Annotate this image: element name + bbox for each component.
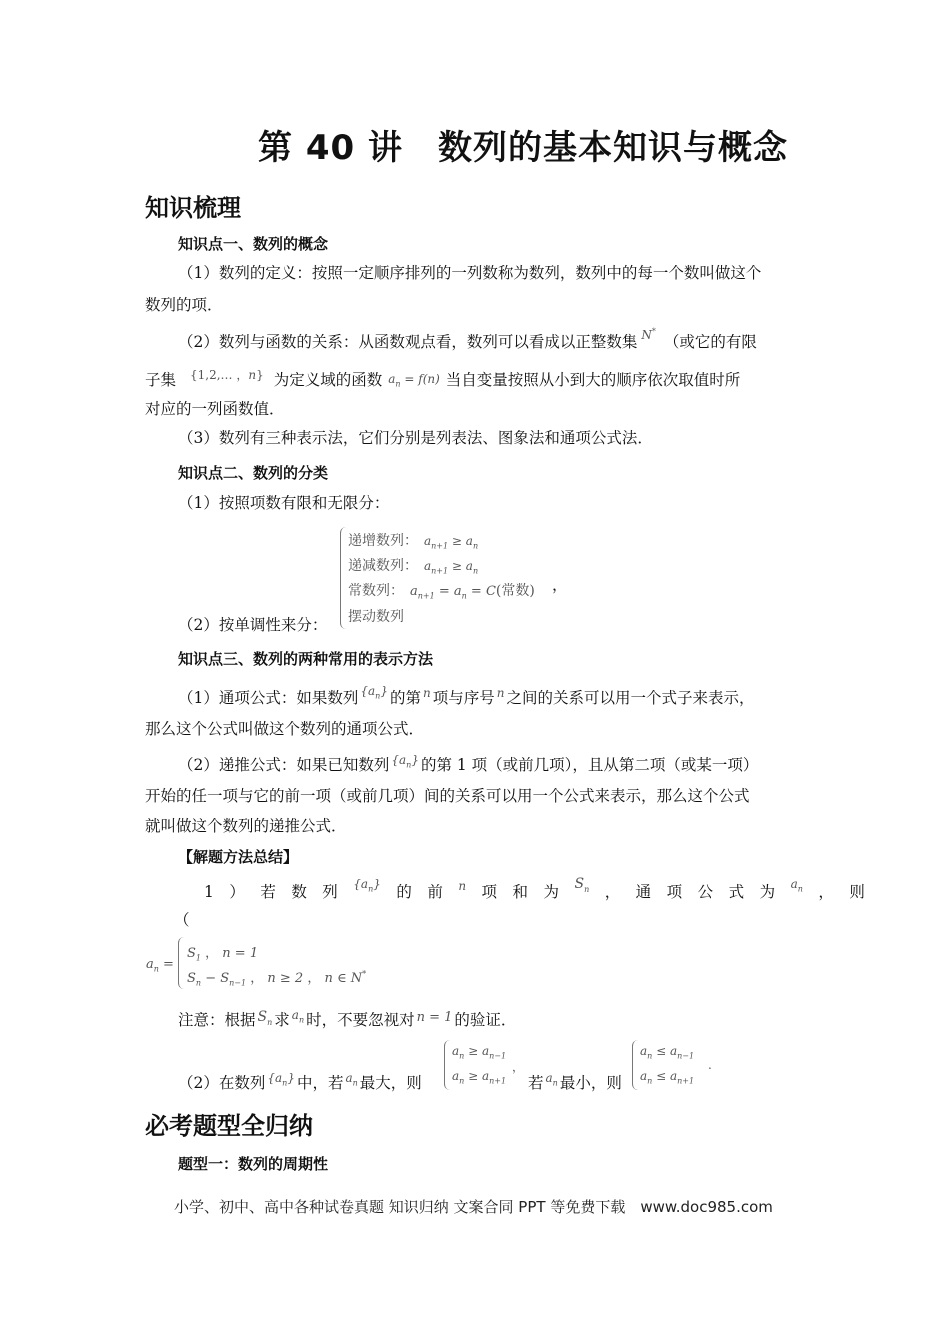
formula-decreasing: $a_{n+1} \ge a_n$	[424, 559, 479, 576]
m1-14: 通	[635, 883, 652, 901]
mp2-text-d: 若	[528, 1074, 544, 1092]
formula-min-1: $a_n \le a_{n-1}$	[640, 1044, 695, 1061]
formula-constant: $a_{n+1} = a_n = C$	[410, 584, 496, 601]
formula-max-1: $a_n \ge a_{n-1}$	[452, 1044, 507, 1061]
kp1-heading: 知识点一、数列的概念	[178, 235, 329, 253]
case-oscillating: 摆动数列	[348, 609, 404, 625]
kp2-heading: 知识点二、数列的分类	[178, 464, 329, 482]
m1-10: 和	[512, 883, 529, 901]
case-constant	[348, 580, 535, 601]
formula-an: $a_n$	[790, 877, 803, 894]
kp3-p1-line2: 那么这个公式叫做这个数列的通项公式．	[145, 720, 425, 738]
mp2-text-c: 最大，则	[359, 1074, 422, 1092]
kp1-p2-line1	[178, 325, 757, 358]
kp1-p2-text-d: 为定义域的函数	[273, 371, 383, 389]
formula-an-fn: $a_n = f(n)$	[388, 372, 440, 389]
m1-15: 项	[666, 883, 683, 901]
method-note	[178, 1005, 516, 1042]
section-heading-knowledge: 知识梳理	[145, 194, 241, 222]
formula-case1: $S_1$ ， n = 1	[187, 946, 259, 963]
method-p2	[178, 1068, 422, 1104]
case-increasing-label: 递增数列：	[348, 533, 418, 549]
kp3-p1-text-c: 项与序号	[432, 689, 495, 707]
note-text-c: 时，不要忽视对	[306, 1011, 415, 1029]
kp1-p2-line3: 对应的一列函数值．	[145, 400, 285, 418]
kp3-p2-line2: 开始的任一项与它的前一项（或前几项）间的关系可以用一个公式来表示，那么这个公式	[145, 787, 750, 805]
formula-n-eq-1: n = 1	[416, 1010, 453, 1025]
formula-seq-an-3: $\{a_n\}$	[353, 877, 381, 894]
kp3-p2-line3: 就叫做这个数列的递推公式．	[145, 817, 347, 835]
formula-finite-subset: {1,2,… ，n}	[190, 368, 264, 382]
m1-6: 的	[396, 883, 412, 901]
case-decreasing	[348, 555, 478, 575]
case-increasing	[348, 530, 478, 550]
footer-text: 小学、初中、高中各种试卷真题 知识归纳 文案合同 PPT 等免费下载 www.doc985.com	[174, 1198, 773, 1216]
note-text-a: 注意：根据	[178, 1011, 256, 1029]
formula-seq-an-4: {an}	[267, 1071, 295, 1088]
formula-an-lhs: $a_n$ =	[146, 957, 174, 974]
case-decreasing-label: 递减数列：	[348, 558, 418, 574]
formula-max-2: $a_n \ge a_{n+1}$	[452, 1069, 507, 1086]
kp1-p1-line1: （1）数列的定义：按照一定顺序排列的一列数称为数列，数列中的每一个数叫做这个	[178, 264, 762, 282]
kp3-p1-text-b: 的第	[389, 689, 421, 707]
m1-18: 为	[759, 883, 776, 901]
mp2-text-e: 最小，则	[559, 1074, 622, 1092]
classification-comma: ，	[552, 576, 568, 594]
m1-1: ）	[229, 883, 245, 901]
formula-min-2: $a_n \le a_{n+1}$	[640, 1069, 695, 1086]
case-constant-suffix: (常数)	[495, 583, 535, 599]
m1-16: 公	[697, 883, 714, 901]
formula-n-2: n	[496, 686, 505, 700]
method-heading: 【解题方法总结】	[178, 848, 299, 866]
min-period: .	[708, 1058, 712, 1072]
case-constant-label: 常数列：	[348, 583, 404, 599]
m1-13: ，	[604, 883, 621, 901]
method-line1	[204, 877, 865, 913]
formula-an-3: an	[345, 1071, 358, 1088]
kp1-p2-text-c: 子集	[145, 371, 177, 389]
note-text-b: 求	[274, 1011, 290, 1029]
formula-n-3: n	[458, 879, 467, 893]
formula-case2: $S_n - S_{n-1}$ ， n ≥ 2 ， n ∈ N*	[187, 969, 367, 988]
kp1-p2-text-e: 当自变量按照从小到大的顺序依次取值时所	[445, 371, 741, 389]
max-comma: ，	[512, 1060, 525, 1074]
formula-seq-an-2: {an}	[391, 753, 419, 770]
m1-4: 列	[322, 883, 338, 901]
kp3-p2-text-a: （2）递推公式：如果已知数列	[178, 756, 390, 774]
method-p2-min	[528, 1068, 622, 1104]
kp3-p1-text-a: （1）通项公式：如果数列	[178, 689, 359, 707]
formula-increasing: $a_{n+1} \ge a_n$	[424, 534, 479, 551]
section-heading-types: 必考题型全归纳	[145, 1112, 313, 1140]
kp3-p2-text-b: 的第 1 项（或前几项），且从第二项（或某一项）	[420, 756, 759, 774]
formula-n: n	[422, 686, 431, 700]
type1-heading: 题型一：数列的周期性	[178, 1155, 329, 1173]
method-paren: （	[174, 911, 190, 929]
page-title: 第 40 讲 数列的基本知识与概念	[258, 128, 788, 168]
kp2-p1: （1）按照项数有限和无限分：	[178, 494, 390, 512]
kp1-p1-line2: 数列的项．	[145, 296, 223, 314]
mp2-text-a: （2）在数列	[178, 1074, 266, 1092]
m1-17: 式	[728, 883, 745, 901]
note-text-d: 的验证．	[454, 1011, 517, 1029]
min-brace	[632, 1040, 639, 1090]
piecewise-brace	[178, 937, 185, 989]
kp2-p2: （2）按单调性来分：	[178, 616, 328, 634]
kp1-p3: （3）数列有三种表示法，它们分别是列表法、图象法和通项公式法．	[178, 429, 653, 447]
m1-21: 则	[849, 883, 865, 901]
formula-seq-an: {an}	[360, 684, 388, 701]
m1-20: ，	[818, 883, 834, 901]
max-brace	[444, 1040, 451, 1090]
m1-9: 项	[481, 883, 498, 901]
m1-3: 数	[291, 883, 307, 901]
mp2-text-b: 中，若	[296, 1074, 344, 1092]
formula-an-2: an	[291, 1008, 305, 1025]
m1-11: 为	[543, 883, 559, 901]
kp1-p2-text-a: （2）数列与函数的关系：从函数观点看，数列可以看成以正整数集	[178, 333, 638, 351]
formula-sn-2: $S_n$	[257, 1009, 273, 1027]
formula-sn: $S_n$	[574, 876, 590, 894]
kp3-heading: 知识点三、数列的两种常用的表示方法	[178, 650, 434, 668]
formula-n-star: N*	[641, 327, 656, 342]
m1-2: 若	[260, 883, 276, 901]
m1-0: 1	[204, 883, 214, 901]
formula-an-4: an	[545, 1071, 558, 1088]
kp1-p2-text-b: （或它的有限	[663, 333, 757, 351]
kp3-p1-text-d: 之间的关系可以用一个式子来表示，	[506, 689, 755, 707]
m1-7: 前	[427, 883, 443, 901]
